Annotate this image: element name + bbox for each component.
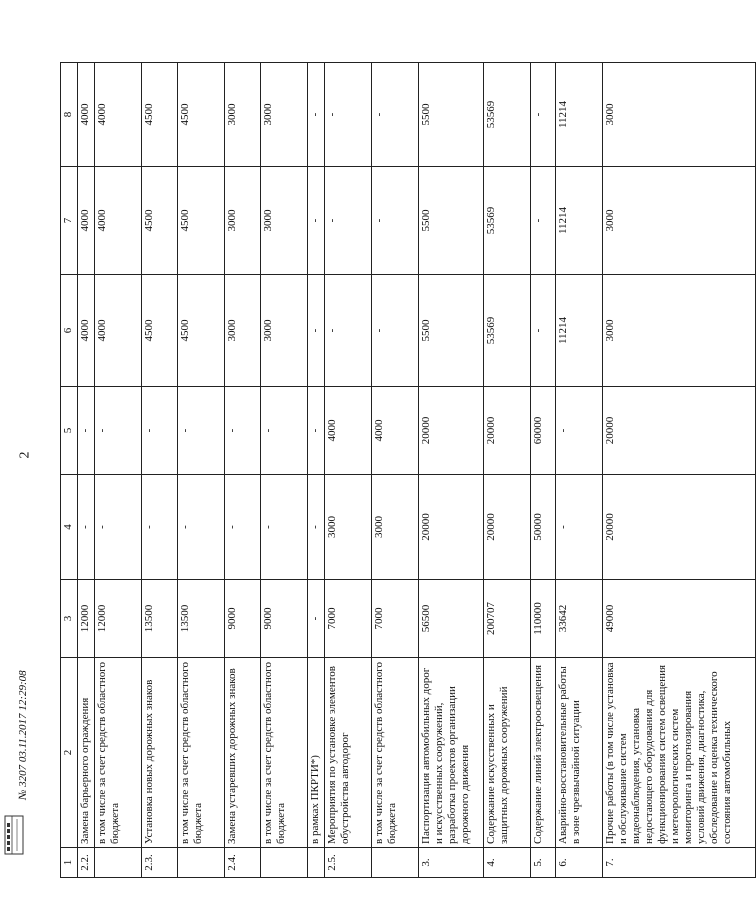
- row-description-cell: Паспортизация автомобильных дорог и искусственных сооружений, разработка проектов организации дорожного движения: [419, 658, 484, 848]
- value-cell: 9000: [261, 580, 308, 658]
- value-cell: 3000: [225, 167, 261, 275]
- value-cell: 3000: [372, 475, 419, 580]
- value-cell: 20000: [603, 387, 756, 475]
- table-row: [261, 63, 308, 878]
- value-cell: 33642: [556, 580, 603, 658]
- value-cell: -: [372, 63, 419, 167]
- row-description-cell: Замена барьерного ограждения: [78, 658, 95, 848]
- value-cell: -: [372, 275, 419, 387]
- header-cell: 7: [61, 167, 78, 275]
- table-row: [419, 63, 484, 878]
- value-cell: 4500: [178, 275, 225, 387]
- value-cell: 5500: [419, 275, 484, 387]
- value-cell: -: [325, 167, 372, 275]
- value-cell: 13500: [142, 580, 178, 658]
- row-number-cell: 5.: [531, 848, 556, 878]
- value-cell: 4000: [95, 275, 142, 387]
- row-number-cell: 2.3.: [142, 848, 178, 878]
- value-cell: -: [531, 167, 556, 275]
- value-cell: 3000: [261, 63, 308, 167]
- row-description-cell: в том числе за счет средств областного бюджета: [178, 658, 225, 848]
- value-cell: -: [308, 580, 325, 658]
- table-row: [484, 63, 531, 878]
- value-cell: -: [308, 475, 325, 580]
- header-cell: 1: [61, 848, 78, 878]
- value-cell: 4500: [178, 63, 225, 167]
- row-number-cell: 7.: [603, 848, 756, 878]
- value-cell: 49000: [603, 580, 756, 658]
- value-cell: 7000: [372, 580, 419, 658]
- page-number: 2: [17, 451, 33, 459]
- value-cell: -: [308, 275, 325, 387]
- row-description-cell: Содержание искусственных и защитных дорожных сооружений: [484, 658, 531, 848]
- row-number-cell: [308, 848, 325, 878]
- value-cell: -: [261, 475, 308, 580]
- value-cell: -: [325, 275, 372, 387]
- table-row: [372, 63, 419, 878]
- table-row: [178, 63, 225, 878]
- header-cell: 5: [61, 387, 78, 475]
- value-cell: 200707: [484, 580, 531, 658]
- registration-number: № 3207 03.11.2017 12:29:08: [17, 670, 29, 800]
- value-cell: -: [95, 475, 142, 580]
- value-cell: 3000: [603, 275, 756, 387]
- value-cell: 4500: [178, 167, 225, 275]
- value-cell: -: [308, 387, 325, 475]
- program-funding-table: [60, 62, 756, 878]
- row-description-cell: в рамках ПКРТИ*): [308, 658, 325, 848]
- value-cell: 20000: [484, 475, 531, 580]
- row-description-cell: в том числе за счет средств областного бюджета: [261, 658, 308, 848]
- row-number-cell: [95, 848, 142, 878]
- value-cell: 56500: [419, 580, 484, 658]
- value-cell: 3000: [603, 63, 756, 167]
- value-cell: 4500: [142, 275, 178, 387]
- value-cell: -: [78, 387, 95, 475]
- registration-stamp-icon: [4, 815, 24, 855]
- value-cell: 4000: [78, 167, 95, 275]
- table-row: [78, 63, 95, 878]
- value-cell: 3000: [225, 63, 261, 167]
- value-cell: 11214: [556, 63, 603, 167]
- table-row: [603, 63, 756, 878]
- header-cell: 3: [61, 580, 78, 658]
- value-cell: -: [142, 387, 178, 475]
- value-cell: -: [178, 387, 225, 475]
- header-row: [61, 63, 78, 878]
- value-cell: 3000: [603, 167, 756, 275]
- value-cell: 20000: [419, 387, 484, 475]
- row-description-cell: Мероприятия по установке элементов обустройства автодорог: [325, 658, 372, 848]
- value-cell: -: [178, 475, 225, 580]
- value-cell: 110000: [531, 580, 556, 658]
- value-cell: 53569: [484, 63, 531, 167]
- value-cell: 12000: [78, 580, 95, 658]
- value-cell: -: [308, 167, 325, 275]
- value-cell: 20000: [419, 475, 484, 580]
- header-cell: 8: [61, 63, 78, 167]
- row-description-cell: Установка новых дорожных знаков: [142, 658, 178, 848]
- value-cell: 4000: [78, 275, 95, 387]
- value-cell: 50000: [531, 475, 556, 580]
- value-cell: -: [78, 475, 95, 580]
- value-cell: 12000: [95, 580, 142, 658]
- value-cell: 11214: [556, 275, 603, 387]
- row-description-cell: в том числе за счет средств областного бюджета: [95, 658, 142, 848]
- row-description-cell: Замена устаревших дорожных знаков: [225, 658, 261, 848]
- row-number-cell: 4.: [484, 848, 531, 878]
- value-cell: -: [225, 475, 261, 580]
- value-cell: 3000: [225, 275, 261, 387]
- value-cell: 4000: [95, 63, 142, 167]
- value-cell: 4500: [142, 63, 178, 167]
- table-row: [308, 63, 325, 878]
- value-cell: 7000: [325, 580, 372, 658]
- row-number-cell: 6.: [556, 848, 603, 878]
- value-cell: -: [556, 387, 603, 475]
- value-cell: 3000: [261, 275, 308, 387]
- value-cell: -: [308, 63, 325, 167]
- row-number-cell: 2.4.: [225, 848, 261, 878]
- row-description-cell: Аварийно-восстановительные работы в зоне чрезвычайной ситуации: [556, 658, 603, 848]
- value-cell: -: [556, 475, 603, 580]
- table-row: [225, 63, 261, 878]
- header-cell: 4: [61, 475, 78, 580]
- value-cell: 5500: [419, 167, 484, 275]
- row-description-cell: Прочие работы (в том числе установка и обслуживание систем видеонаблюдения, установка недостающего оборудования для функционирования систем освещения и метеорологических систем мониторинга и прогнозирования условий движения, диагностика, обследование и оценка технического состояния автомобильных: [603, 658, 756, 848]
- value-cell: 53569: [484, 167, 531, 275]
- value-cell: -: [531, 275, 556, 387]
- value-cell: 4000: [95, 167, 142, 275]
- value-cell: 9000: [225, 580, 261, 658]
- value-cell: 11214: [556, 167, 603, 275]
- value-cell: -: [142, 475, 178, 580]
- table-row: [556, 63, 603, 878]
- row-description-cell: Содержание линий электроосвещения: [531, 658, 556, 848]
- row-number-cell: 2.2.: [78, 848, 95, 878]
- value-cell: 4000: [372, 387, 419, 475]
- header-cell: 2: [61, 658, 78, 848]
- row-description-cell: в том числе за счет средств областного бюджета: [372, 658, 419, 848]
- row-number-cell: [372, 848, 419, 878]
- row-number-cell: [178, 848, 225, 878]
- value-cell: -: [325, 63, 372, 167]
- value-cell: -: [225, 387, 261, 475]
- table-row: [142, 63, 178, 878]
- row-number-cell: 2.5.: [325, 848, 372, 878]
- value-cell: 4000: [325, 387, 372, 475]
- table-row: [95, 63, 142, 878]
- value-cell: 5500: [419, 63, 484, 167]
- row-number-cell: [261, 848, 308, 878]
- value-cell: 20000: [603, 475, 756, 580]
- value-cell: 4000: [78, 63, 95, 167]
- table-row: [531, 63, 556, 878]
- value-cell: 3000: [261, 167, 308, 275]
- value-cell: -: [372, 167, 419, 275]
- value-cell: 13500: [178, 580, 225, 658]
- value-cell: 3000: [325, 475, 372, 580]
- value-cell: -: [261, 387, 308, 475]
- value-cell: -: [531, 63, 556, 167]
- row-number-cell: 3.: [419, 848, 484, 878]
- header-cell: 6: [61, 275, 78, 387]
- rotated-table-container: [60, 63, 733, 878]
- value-cell: 20000: [484, 387, 531, 475]
- value-cell: 53569: [484, 275, 531, 387]
- value-cell: 4500: [142, 167, 178, 275]
- value-cell: 60000: [531, 387, 556, 475]
- table-row: [325, 63, 372, 878]
- value-cell: -: [95, 387, 142, 475]
